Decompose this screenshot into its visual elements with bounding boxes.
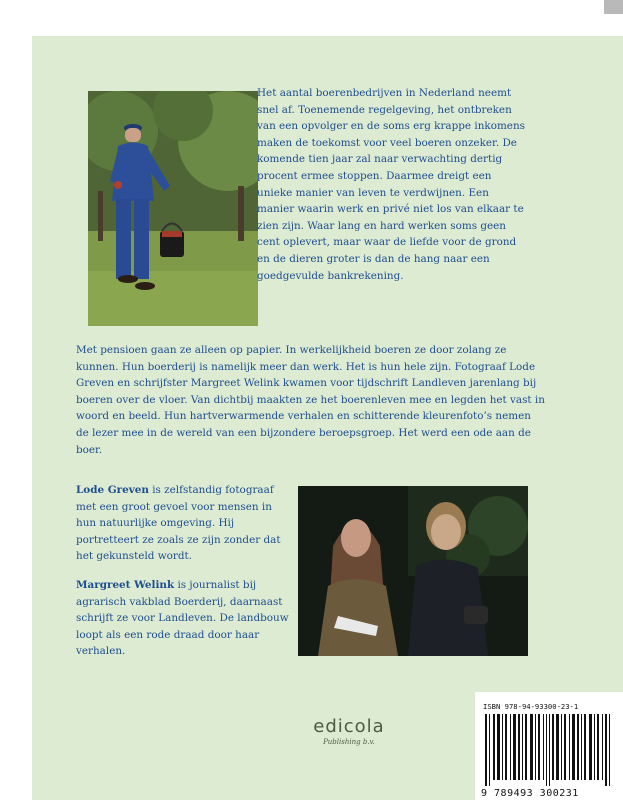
isbn-digits: 9 789493 300231: [481, 788, 579, 799]
farmer-photo: [88, 91, 258, 326]
top-margin: [0, 0, 623, 36]
bio-name: Lode Greven: [76, 484, 149, 496]
bio-text: is zelfstandig fotograaf met een groot gevoel voor mensen in hun natuurlijke omgeving. Hij portretteert ze zoals ze zijn zonder dat het gekunsteld wordt.: [76, 484, 281, 563]
bio-lode-greven: [76, 482, 291, 565]
isbn-label: ISBN 978-94-93300-23-1: [483, 702, 579, 711]
isbn-barcode: [475, 692, 623, 800]
publisher-logo: [294, 716, 404, 756]
corner-mark: [604, 0, 623, 14]
main-paragraph: Met pensioen gaan ze alleen op papier. In werkelijkheid boeren ze door zolang ze kunnen. Hun boerderij is namelijk meer dan werk. Het is hun hele zijn. Fotograaf Lode Greven en schrijfster Margreet Welink kwamen voor tijdschrift Landleven jarenlang bij boeren over de vloer. Van dichtbij maakten ze het boerenleven mee en legden het vast in woord en beeld. Hun hartverwarmende verhalen en schitterende kleurenfoto’s nemen de lezer mee in de wereld van een bijzondere beroepsgroep. Het werd een ode aan de boer.: [76, 344, 545, 456]
publisher-name: edicola: [313, 716, 385, 737]
publisher-tagline: Publishing b.v.: [323, 738, 375, 746]
barcode-bars: [485, 714, 613, 786]
bio-text: is journalist bij agrarisch vakblad Boerderij, daarnaast schrijft ze voor Landleven. De landbouw loopt als een rode draad door haar verhalen.: [76, 579, 289, 658]
book-back-cover: [32, 36, 623, 800]
bio-name: Margreet Welink: [76, 579, 175, 591]
authors-photo: [298, 486, 528, 656]
intro-paragraph: Het aantal boerenbedrijven in Nederland neemt snel af. Toenemende regelgeving, het ontbreken van een opvolger en de soms erg krappe inkomens maken de toekomst voor veel boeren onzeker. De komende tien jaar zal naar verwachting dertig procent ermee stoppen. Daarmee dreigt een unieke manier van leven te verdwijnen. Een manier waarin werk en privé niet los van elkaar te zien zijn. Waar lang en hard werken soms geen cent oplevert, maar waar de liefde voor de grond en de dieren groter is dan de hang naar een goedgevulde bankrekening.: [257, 87, 525, 282]
bio-margreet-welink: [76, 577, 291, 660]
